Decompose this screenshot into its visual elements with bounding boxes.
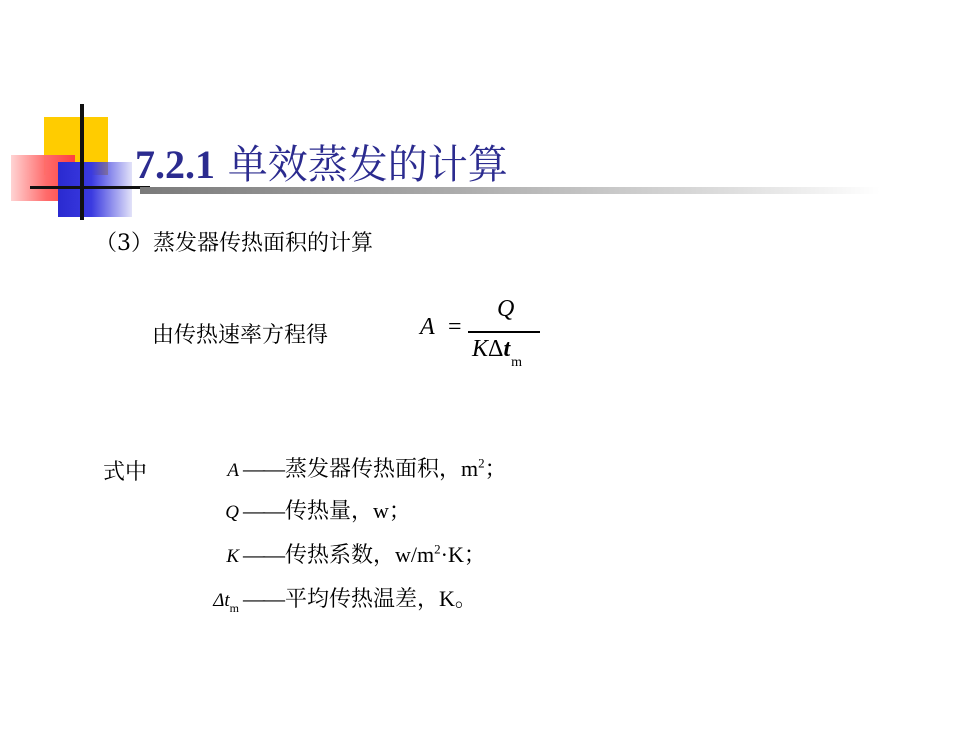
definition-row [205,452,507,488]
denominator-k: K [472,336,489,362]
definition-row [205,494,411,530]
definition-unit: w； [373,498,411,523]
formula-numerator: Q [497,296,515,322]
denominator-sub: m [511,355,523,370]
definition-dash: —— [243,498,283,523]
title-number: 7.2.1 [135,142,215,187]
definition-symbol: $\Delta t_m$ [213,590,239,615]
definition-text: 平均传热温差， [285,587,440,612]
title-text: 单效蒸发的计算 [227,142,508,188]
definition-unit: $m^2$； [461,455,507,481]
decor-horizontal-line [30,186,150,189]
formula-lhs: A [420,314,435,340]
denominator-t: t [503,336,511,362]
definition-symbol: Q [225,502,239,523]
definition-unit: K。 [439,586,477,611]
decor-vertical-line [80,104,84,220]
where-label: 式中 [103,460,148,485]
definition-row [205,538,486,574]
section-subheading: （3）蒸发器传热面积的计算 [95,231,373,256]
definition-symbol: A [227,460,239,481]
formula-denominator [472,336,523,370]
denominator-delta: Δ [488,336,504,362]
definition-dash: —— [243,542,283,567]
definition-dash: —— [243,586,283,611]
slide-title [135,133,508,190]
intro-text: 由传热速率方程得 [152,323,329,348]
fraction-bar [468,331,540,333]
area-formula [420,292,560,382]
decor-blue-square [58,162,132,217]
definition-unit: $w/m^2\cdot K$； [395,541,486,567]
formula-equals: = [448,314,462,340]
definition-dash: —— [243,456,283,481]
definition-text: 蒸发器传热面积， [285,457,462,482]
definition-text: 传热系数， [285,543,396,568]
definition-row [205,582,477,618]
definition-text: 传热量， [285,499,374,524]
definition-symbol: K [226,546,239,567]
